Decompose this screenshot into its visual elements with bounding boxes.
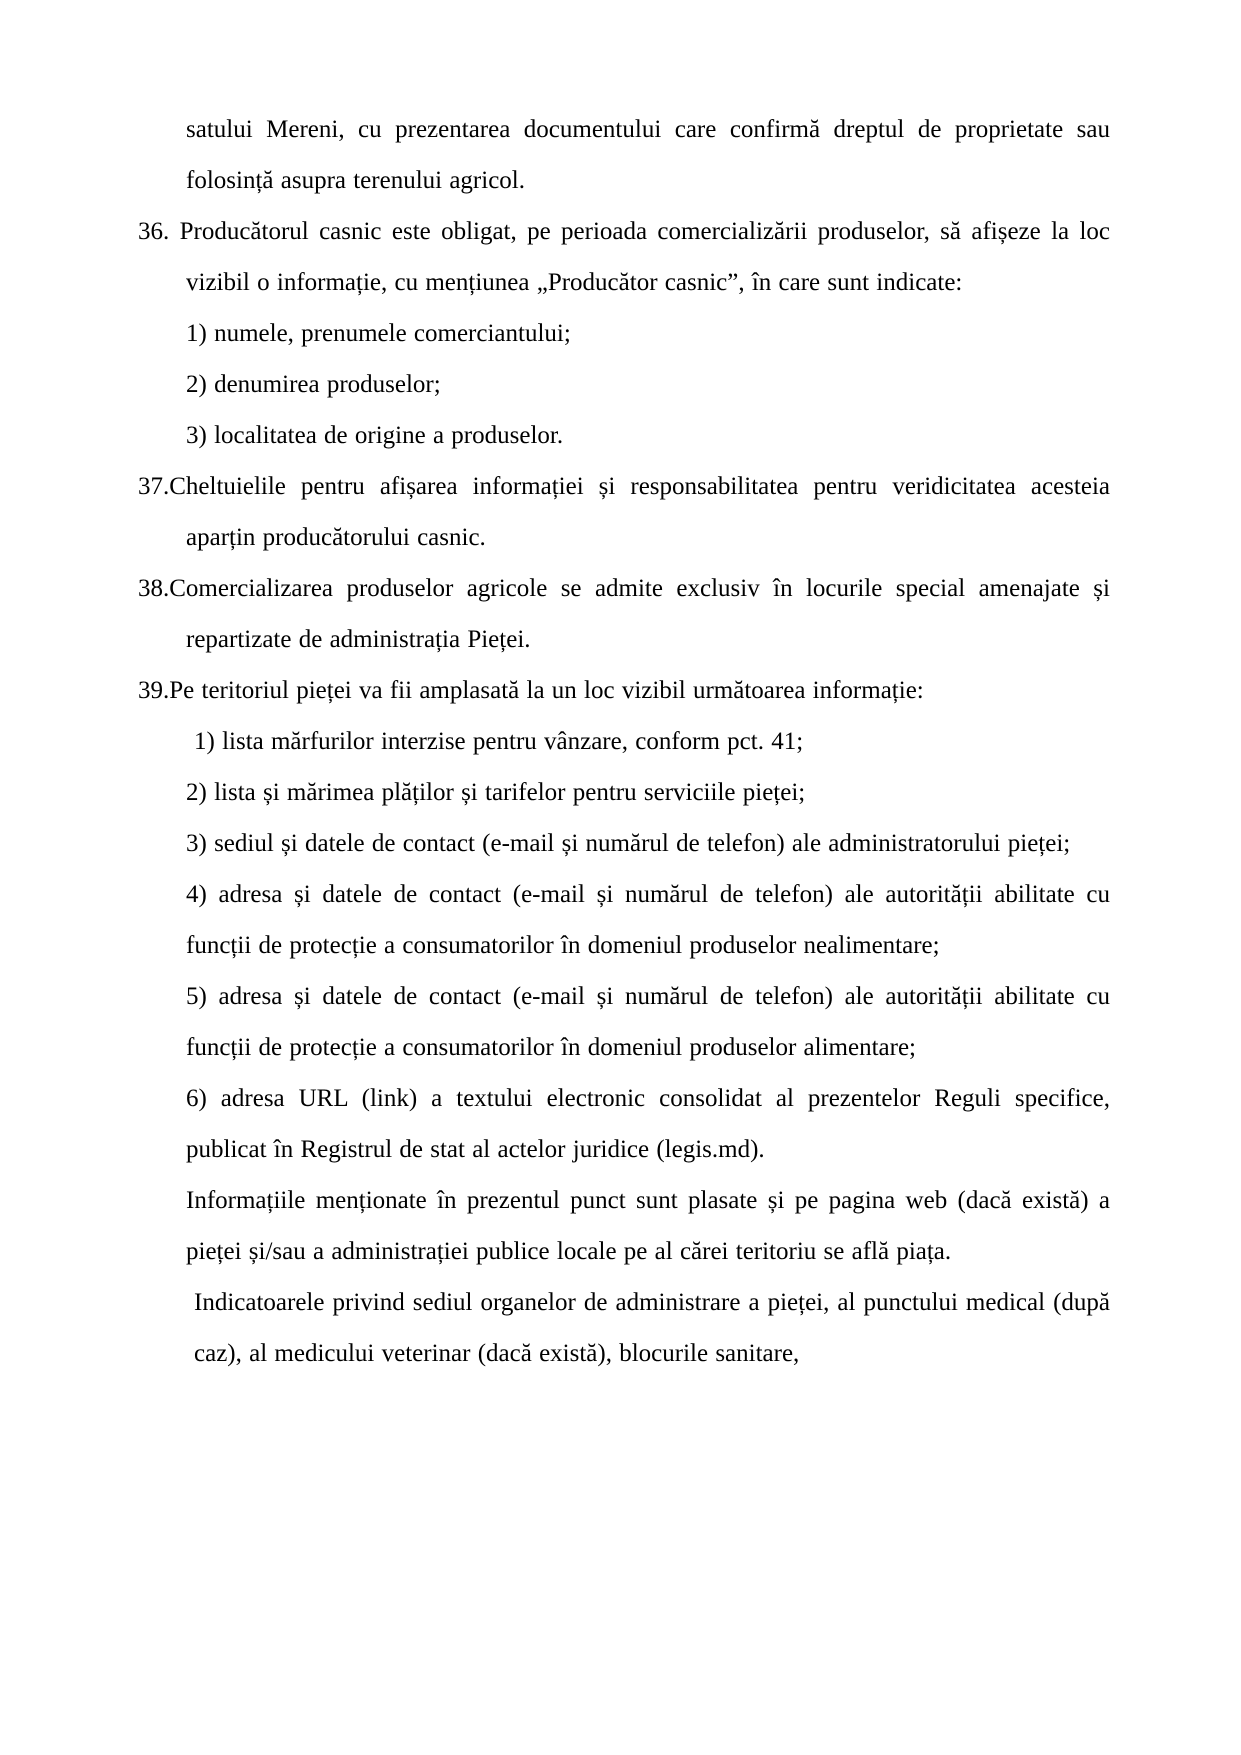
paragraph-12: 4) adresa și datele de contact (e-mail și numărul de telefon) ale autorității abilitate cu funcții de protecție a consumatorilor în domeniul produselor nealimentare; <box>186 881 1110 959</box>
paragraph-3: 1) numele, prenumele comerciantului; <box>186 320 571 347</box>
paragraph-1: satului Mereni, cu prezentarea documentului care confirmă dreptul de proprietate sau folosință asupra terenului agricol. <box>186 116 1110 194</box>
paragraph-7: 38.Comercializarea produselor agricole se admite exclusiv în locurile special amenajate și repartizate de administrația Pieței. <box>138 575 1110 653</box>
paragraph-5: 3) localitatea de origine a produselor. <box>186 422 564 449</box>
paragraph-16: Indicatoarele privind sediul organelor de administrare a pieței, al punctului medical (după caz), al medicului veterinar (dacă există), blocurile sanitare, <box>194 1289 1110 1367</box>
paragraph-2: 36. Producătorul casnic este obligat, pe perioada comercializării produselor, să afișeze la loc vizibil o informație, cu mențiunea „Producător casnic”, în care sunt indicate: <box>138 218 1110 296</box>
paragraph-6: 37.Cheltuielile pentru afișarea informației și responsabilitatea pentru veridicitatea acesteia aparțin producătorului casnic. <box>138 473 1110 551</box>
paragraph-8: 39.Pe teritoriul pieței va fii amplasată la un loc vizibil următoarea informație: <box>138 677 924 704</box>
document-body <box>138 104 1110 1379</box>
paragraph-9: 1) lista mărfurilor interzise pentru vânzare, conform pct. 41; <box>194 728 804 755</box>
paragraph-14: 6) adresa URL (link) a textului electronic consolidat al prezentelor Reguli specifice, publicat în Registrul de stat al actelor juridice (legis.md). <box>186 1085 1110 1163</box>
paragraph-15: Informațiile menționate în prezentul punct sunt plasate și pe pagina web (dacă există) a pieței și/sau a administrației publice locale pe al cărei teritoriu se află piața. <box>186 1187 1110 1265</box>
paragraph-11: 3) sediul și datele de contact (e-mail și numărul de telefon) ale administratorului pieței; <box>186 830 1071 857</box>
paragraph-13: 5) adresa și datele de contact (e-mail și numărul de telefon) ale autorității abilitate cu funcții de protecție a consumatorilor în domeniul produselor alimentare; <box>186 983 1110 1061</box>
paragraph-10: 2) lista și mărimea plăților și tarifelor pentru serviciile pieței; <box>186 779 806 806</box>
paragraph-4: 2) denumirea produselor; <box>186 371 441 398</box>
